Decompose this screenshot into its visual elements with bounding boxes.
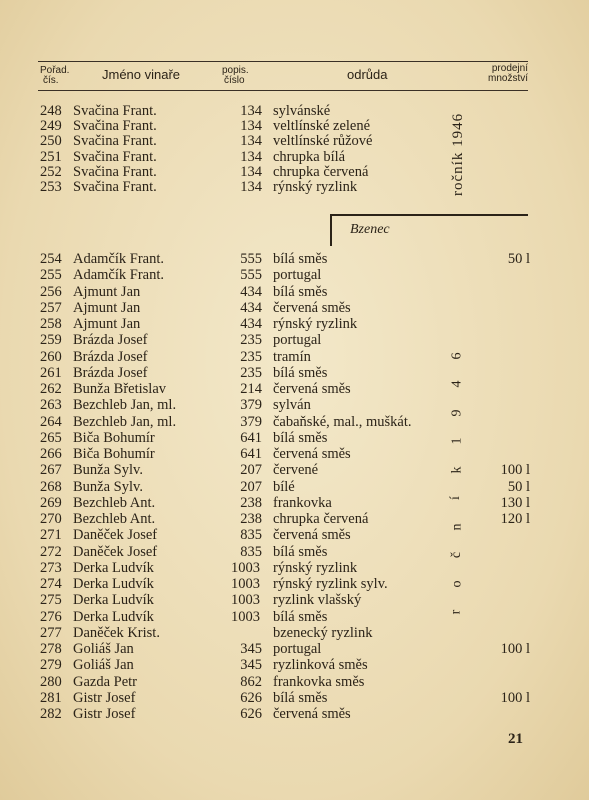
house-number: 134 xyxy=(240,118,262,135)
house-number: 1003 xyxy=(231,559,260,576)
wine-variety: chrupka červená xyxy=(273,163,369,180)
row-number: 264 xyxy=(40,413,62,430)
grower-name: Ajmunt Jan xyxy=(73,283,141,300)
wine-variety: bílá směs xyxy=(273,608,328,625)
header-col-jmeno: Jméno vinaře xyxy=(102,67,181,82)
wine-variety: portugal xyxy=(273,267,322,284)
wine-variety: tramín xyxy=(273,348,311,365)
wine-variety: rýnský ryzlink xyxy=(273,316,358,332)
wine-variety: veltlínské růžové xyxy=(273,133,373,150)
header-bottom-rule xyxy=(38,90,528,91)
row-number: 253 xyxy=(40,179,62,195)
wine-variety: bílá směs xyxy=(273,543,328,560)
row-number: 260 xyxy=(40,348,62,365)
grower-name: Svačina Frant. xyxy=(73,148,157,165)
grower-name: Svačina Frant. xyxy=(73,163,157,180)
wine-variety: veltlínské zelené xyxy=(273,118,371,135)
row-number: 258 xyxy=(40,316,62,332)
wine-variety: bílá směs xyxy=(273,251,328,267)
house-number: 134 xyxy=(240,179,262,195)
header-col1-line1: Pořad. xyxy=(40,65,70,76)
header-col1-line2: čís. xyxy=(43,75,59,86)
house-number: 379 xyxy=(240,397,262,414)
header-col5-line2: množství xyxy=(487,73,528,84)
grower-name: Biča Bohumír xyxy=(73,446,155,462)
row-number: 261 xyxy=(40,364,62,381)
page-number: 21 xyxy=(508,731,523,747)
row-number: 262 xyxy=(40,381,62,397)
grower-name: Adamčík Frant. xyxy=(73,267,165,284)
house-number: 555 xyxy=(240,267,262,284)
grower-name: Daněček Josef xyxy=(73,527,158,544)
house-number: 626 xyxy=(240,706,262,722)
grower-name: Bezchleb Jan, ml. xyxy=(73,413,177,430)
house-number: 835 xyxy=(240,543,262,560)
row-number: 274 xyxy=(40,576,62,592)
house-number: 235 xyxy=(240,348,262,365)
header-col3-line1: popis. xyxy=(222,65,249,76)
row-number: 277 xyxy=(40,624,62,641)
row-number: 250 xyxy=(40,133,62,150)
wine-variety: portugal xyxy=(273,332,322,349)
row-number: 270 xyxy=(40,511,62,527)
vertical-letter: 9 xyxy=(449,409,465,416)
house-number: 214 xyxy=(240,381,262,397)
row-number: 254 xyxy=(40,251,62,267)
row-number: 267 xyxy=(40,462,62,479)
wine-variety: bzenecký ryzlink xyxy=(273,624,373,641)
row-number: 263 xyxy=(40,397,62,414)
wine-variety: chrupka červená xyxy=(273,511,369,527)
house-number: 434 xyxy=(240,316,262,332)
vertical-letter: n xyxy=(449,523,465,530)
grower-name: Ajmunt Jan xyxy=(73,299,141,316)
house-number: 434 xyxy=(240,299,262,316)
sale-quantity: 120 l xyxy=(500,511,530,527)
wine-variety: bílá směs xyxy=(273,364,328,381)
wine-variety: sylvánské xyxy=(273,103,331,119)
row-number: 252 xyxy=(40,163,62,180)
grower-name: Bezchleb Ant. xyxy=(73,494,156,511)
house-number: 235 xyxy=(240,364,262,381)
house-number: 641 xyxy=(240,429,262,446)
header-col-popis xyxy=(222,66,249,86)
wine-variety: červená směs xyxy=(273,706,351,722)
vertical-letter: č xyxy=(449,551,465,559)
wine-variety: červená směs xyxy=(273,446,351,462)
grower-name: Derka Ludvík xyxy=(73,576,154,592)
row-number: 256 xyxy=(40,283,62,300)
wine-variety: sylván xyxy=(273,397,311,414)
sale-quantity: 100 l xyxy=(500,641,530,657)
wine-variety: ryzlinková směs xyxy=(273,657,368,674)
house-number: 238 xyxy=(240,511,262,527)
grower-name: Bezchleb Jan, ml. xyxy=(73,397,177,414)
house-number: 238 xyxy=(240,494,262,511)
grower-name: Adamčík Frant. xyxy=(73,251,165,267)
vertical-letter: r xyxy=(448,609,464,615)
grower-name: Goliáš Jan xyxy=(73,641,134,657)
wine-variety: bílá směs xyxy=(273,689,328,706)
grower-name: Svačina Frant. xyxy=(73,103,157,119)
row-number: 249 xyxy=(40,118,62,135)
sale-quantity: 50 l xyxy=(507,478,530,495)
header-col3-line2: číslo xyxy=(224,75,245,86)
wine-variety: chrupka bílá xyxy=(273,148,346,165)
grower-name: Bezchleb Ant. xyxy=(73,511,156,527)
header-col-poradi xyxy=(40,66,69,86)
vertical-letter: k xyxy=(449,466,465,473)
grower-name: Brázda Josef xyxy=(73,364,148,381)
house-number: 345 xyxy=(240,657,262,674)
house-number: 1003 xyxy=(231,608,260,625)
header-col-odruda: odrůda xyxy=(347,67,388,82)
house-number: 134 xyxy=(240,103,262,119)
row-number: 276 xyxy=(40,608,62,625)
header-top-rule xyxy=(38,61,528,62)
row-number: 269 xyxy=(40,494,62,511)
vertical-letter: í xyxy=(447,496,463,500)
grower-name: Brázda Josef xyxy=(73,348,148,365)
house-number: 134 xyxy=(240,133,262,150)
row-number: 255 xyxy=(40,267,62,284)
house-number: 207 xyxy=(240,478,262,495)
wine-variety: bílá směs xyxy=(273,429,328,446)
row-number: 282 xyxy=(40,706,62,722)
wine-variety: frankovka směs xyxy=(273,673,365,690)
wine-variety: rýnský ryzlink xyxy=(273,179,358,195)
grower-name: Goliáš Jan xyxy=(73,657,134,674)
grower-name: Biča Bohumír xyxy=(73,429,155,446)
house-number: 1003 xyxy=(231,592,260,609)
row-number: 265 xyxy=(40,429,62,446)
grower-name: Svačina Frant. xyxy=(73,179,157,195)
grower-name: Gazda Petr xyxy=(73,673,138,690)
row-number: 280 xyxy=(40,673,62,690)
house-number: 641 xyxy=(240,446,262,462)
grower-name: Bunža Břetislav xyxy=(73,381,167,397)
wine-variety: bílé xyxy=(273,478,295,495)
grower-name: Bunža Sylv. xyxy=(73,462,143,479)
row-number: 281 xyxy=(40,689,62,706)
grower-name: Gistr Josef xyxy=(73,706,136,722)
house-number: 134 xyxy=(240,148,262,165)
row-number: 275 xyxy=(40,592,62,609)
wine-variety: bílá směs xyxy=(273,283,328,300)
row-number: 248 xyxy=(40,103,62,119)
house-number: 345 xyxy=(240,641,262,657)
grower-name: Derka Ludvík xyxy=(73,592,154,609)
grower-name: Brázda Josef xyxy=(73,332,148,349)
house-number: 235 xyxy=(240,332,262,349)
wine-variety: červené xyxy=(273,462,319,479)
row-number: 268 xyxy=(40,478,62,495)
wine-variety: rýnský ryzlink sylv. xyxy=(273,576,388,592)
row-number: 271 xyxy=(40,527,62,544)
header-col5-line1: prodejní xyxy=(491,63,528,74)
grower-name: Daněček Josef xyxy=(73,543,158,560)
sale-quantity: 100 l xyxy=(500,689,530,706)
row-number: 273 xyxy=(40,559,62,576)
house-number: 1003 xyxy=(231,576,260,592)
sale-quantity: 50 l xyxy=(507,251,530,267)
house-number: 555 xyxy=(240,251,262,267)
row-number: 278 xyxy=(40,641,62,657)
house-number: 434 xyxy=(240,283,262,300)
header-col-mnozstvi xyxy=(476,64,528,84)
wine-variety: ryzlink vlašský xyxy=(273,592,362,609)
house-number: 134 xyxy=(240,163,262,180)
sale-quantity: 130 l xyxy=(500,494,530,511)
wine-variety: červená směs xyxy=(273,527,351,544)
grower-name: Derka Ludvík xyxy=(73,559,154,576)
section-title: Bzenec xyxy=(350,222,390,237)
row-number: 279 xyxy=(40,657,62,674)
house-number: 862 xyxy=(240,673,262,690)
vertical-letter: 6 xyxy=(449,352,465,359)
sale-quantity: 100 l xyxy=(500,462,530,479)
house-number: 835 xyxy=(240,527,262,544)
grower-name: Gistr Josef xyxy=(73,689,136,706)
wine-variety: červená směs xyxy=(273,299,351,316)
house-number: 207 xyxy=(240,462,262,479)
wine-variety: frankovka xyxy=(273,494,332,511)
row-number: 257 xyxy=(40,299,62,316)
row-number: 266 xyxy=(40,446,62,462)
wine-variety: portugal xyxy=(273,641,322,657)
vertical-letter: 1 xyxy=(449,437,465,445)
house-number: 626 xyxy=(240,689,262,706)
wine-variety: rýnský ryzlink xyxy=(273,559,358,576)
wine-variety: červená směs xyxy=(273,381,351,397)
row-number: 251 xyxy=(40,148,62,165)
vertical-letter: o xyxy=(449,580,465,587)
grower-name: Bunža Sylv. xyxy=(73,478,143,495)
vertical-label-group1: ročník 1946 xyxy=(450,112,466,196)
grower-name: Derka Ludvík xyxy=(73,608,154,625)
wine-variety: čabaňské, mal., muškát. xyxy=(273,413,412,430)
grower-name: Svačina Frant. xyxy=(73,118,157,135)
grower-name: Ajmunt Jan xyxy=(73,316,141,332)
row-number: 259 xyxy=(40,332,62,349)
grower-name: Svačina Frant. xyxy=(73,133,157,150)
house-number: 379 xyxy=(240,413,262,430)
grower-name: Daněček Krist. xyxy=(73,624,160,641)
vertical-letter: 4 xyxy=(449,380,465,388)
row-number: 272 xyxy=(40,543,62,560)
